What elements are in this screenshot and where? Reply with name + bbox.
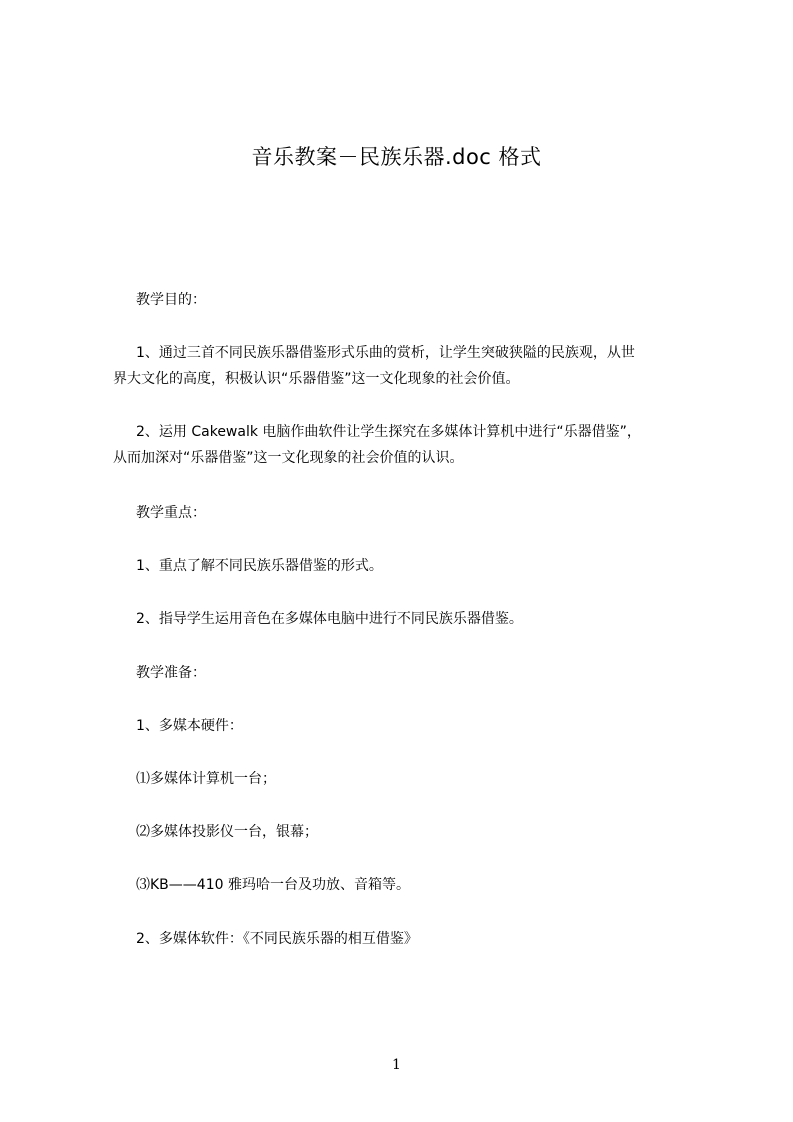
- prep-item-1: 1、多媒本硬件：: [136, 718, 243, 734]
- prep-item-1b: ⑵多媒体投影仪一台，银幕；: [136, 824, 318, 840]
- objectives-heading: 教学目的：: [136, 292, 206, 308]
- objective-1-line-2: 界大文化的高度，积极认识“乐器借鉴”这一文化现象的社会价值。: [113, 371, 520, 387]
- focus-heading: 教学重点：: [136, 505, 206, 521]
- prep-item-1a: ⑴多媒体计算机一台；: [136, 771, 276, 787]
- focus-item-1: 1、重点了解不同民族乐器借鉴的形式。: [136, 558, 383, 574]
- objective-1-line-1: 1、通过三首不同民族乐器借鉴形式乐曲的赏析，让学生突破狭隘的民族观，从世: [136, 345, 635, 361]
- objective-2-line-2: 从而加深对“乐器借鉴”这一文化现象的社会价值的认识。: [113, 450, 464, 466]
- objective-2-line-1: 2、运用 Cakewalk 电脑作曲软件让学生探究在多媒体计算机中进行“乐器借鉴”，: [136, 424, 641, 440]
- page-number: 1: [392, 1057, 401, 1073]
- prep-item-1c: ⑶KB——410 雅玛哈一台及功放、音箱等。: [136, 877, 410, 893]
- document-title: 音乐教案－民族乐器.doc 格式: [251, 145, 542, 169]
- prep-item-2: 2、多媒体软件：《不同民族乐器的相互借鉴》: [136, 931, 418, 947]
- prep-heading: 教学准备：: [136, 665, 206, 681]
- focus-item-2: 2、指导学生运用音色在多媒体电脑中进行不同民族乐器借鉴。: [136, 611, 523, 627]
